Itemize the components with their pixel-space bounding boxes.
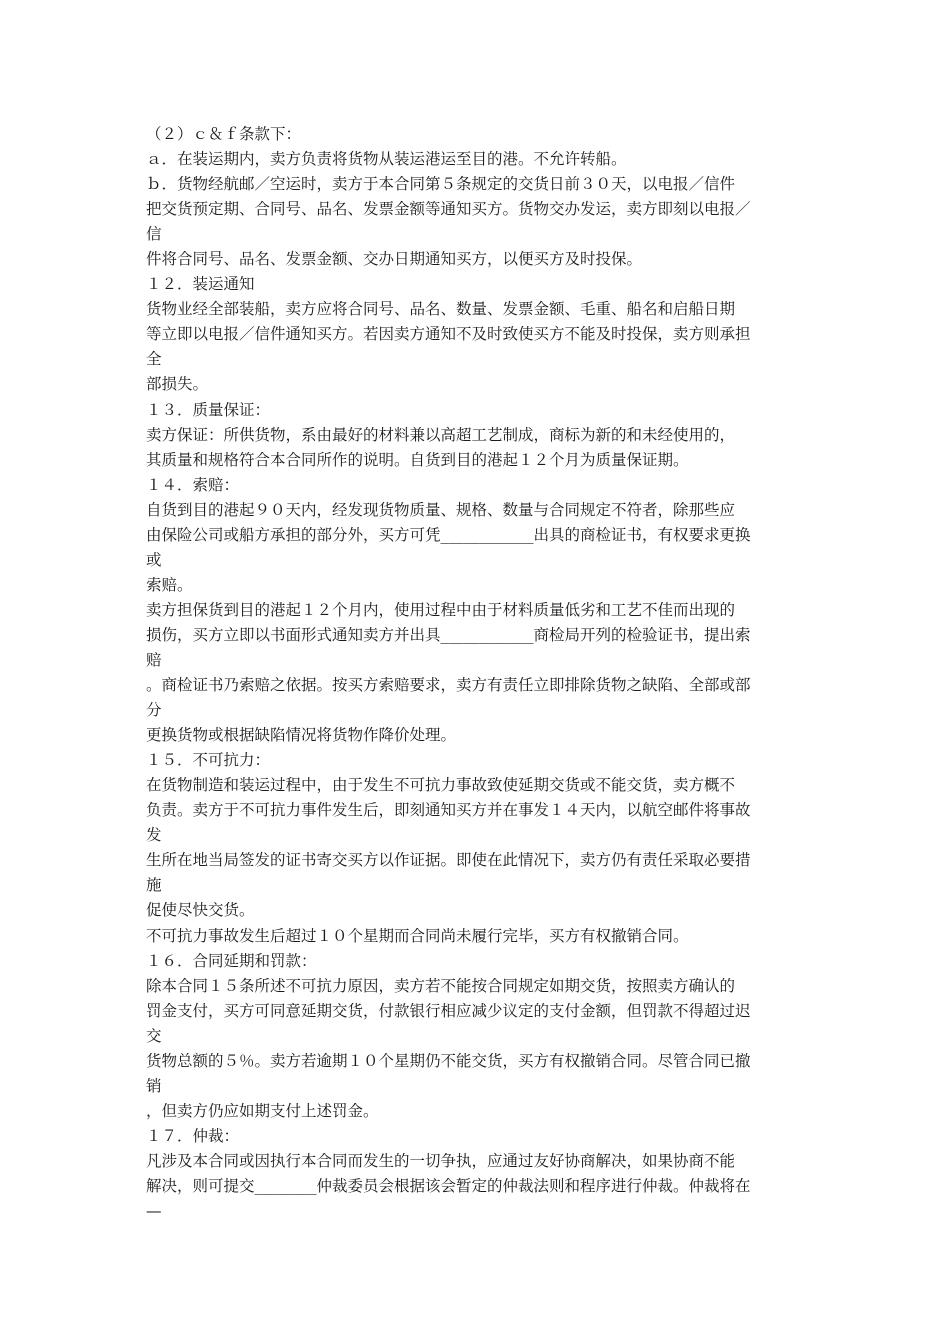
text-line: 不可抗力事故发生后超过１０个星期而合同尚未履行完毕，买方有权撤销合同。: [146, 926, 689, 945]
text-line: 信: [146, 225, 162, 244]
text-line: 件将合同号、品名、发票金额、交办日期通知买方，以便买方及时投保。: [146, 250, 643, 269]
text-line: １５．不可抗力：: [146, 751, 271, 770]
text-line: 货物业经全部装船，卖方应将合同号、品名、数量、发票金额、毛重、船名和启船日期: [146, 300, 736, 319]
text-line: １６．合同延期和罚款：: [146, 951, 317, 970]
text-line: 索赔。: [146, 575, 193, 594]
text-line: 部损失。: [146, 375, 209, 394]
text-line: 损伤，买方立即以书面形式通知卖方并出具____________商检局开列的检验证书，提出索: [146, 625, 751, 644]
text-line: 除本合同１５条所述不可抗力原因，卖方若不能按合同规定如期交货，按照卖方确认的: [146, 976, 736, 995]
text-line: 等立即以电报／信件通知买方。若因卖方通知不及时致使买方不能及时投保，卖方则承担: [146, 325, 751, 344]
text-line: 解决，则可提交________仲裁委员会根据该会暂定的仲裁法则和程序进行仲裁。仲裁将在: [146, 1176, 751, 1195]
text-line: 自货到目的港起９０天内，经发现货物质量、规格、数量与合同规定不符者，除那些应: [146, 500, 736, 519]
text-line: 更换货物或根据缺陷情况将货物作降价处理。: [146, 726, 457, 745]
text-line: 全: [146, 350, 162, 369]
text-line: 赔: [146, 650, 162, 669]
text-line: ｂ．货物经航邮／空运时，卖方于本合同第５条规定的交货日前３０天，以电报／信件: [146, 175, 736, 194]
text-line: 。商检证书乃索赔之依据。按买方索赔要求，卖方有责任立即排除货物之缺陷、全部或部: [146, 676, 751, 695]
text-line: （２）ｃ＆ｆ条款下：: [146, 125, 302, 143]
text-line: １２．装运通知: [146, 275, 255, 294]
text-line: 货物总额的５％。卖方若逾期１０个星期仍不能交货，买方有权撤销合同。尽管合同已撤: [146, 1051, 751, 1070]
text-line: 卖方担保货到目的港起１２个月内，使用过程中由于材料质量低劣和工艺不佳而出现的: [146, 600, 736, 619]
contract-text: [146, 122, 826, 1224]
text-line: １４．索赔：: [146, 475, 240, 494]
text-line: 促使尽快交货。: [146, 901, 255, 920]
text-line: 把交货预定期、合同号、品名、发票金额等通知买方。货物交办发运，卖方即刻以电报／: [146, 200, 751, 219]
text-line: 罚金支付，买方可同意延期交货，付款银行相应减少议定的支付金额，但罚款不得超过迟: [146, 1001, 751, 1020]
text-line: 施: [146, 876, 162, 895]
text-line: ，但卖方仍应如期支付上述罚金。: [146, 1101, 379, 1120]
text-line: 生所在地当局签发的证书寄交买方以作证据。即使在此情况下，卖方仍有责任采取必要措: [146, 851, 751, 870]
text-line: 交: [146, 1026, 162, 1045]
text-line: １７．仲裁：: [146, 1126, 240, 1145]
text-line: 在货物制造和装运过程中，由于发生不可抗力事故致使延期交货或不能交货，卖方概不: [146, 776, 736, 795]
text-line: 分: [146, 701, 162, 720]
text-line: 其质量和规格符合本合同所作的说明。自货到目的港起１２个月为质量保证期。: [146, 450, 689, 469]
text-line: —: [146, 1202, 162, 1221]
text-line: 销: [146, 1076, 162, 1095]
text-line: １３．质量保证：: [146, 400, 271, 419]
text-line: 负责。卖方于不可抗力事件发生后，即刻通知买方并在事发１４天内，以航空邮件将事故: [146, 801, 751, 820]
text-line: 由保险公司或船方承担的部分外，买方可凭____________出具的商检证书，有权要求更换: [146, 525, 751, 544]
text-line: 或: [146, 550, 162, 569]
text-line: ａ．在装运期内，卖方负责将货物从装运港运至目的港。不允许转船。: [146, 150, 627, 169]
text-line: 凡涉及本合同或因执行本合同而发生的一切争执，应通过友好协商解决，如果协商不能: [146, 1151, 736, 1170]
text-line: 卖方保证：所供货物，系由最好的材料兼以高超工艺制成，商标为新的和未经使用的，: [146, 425, 736, 444]
text-line: 发: [146, 826, 162, 845]
